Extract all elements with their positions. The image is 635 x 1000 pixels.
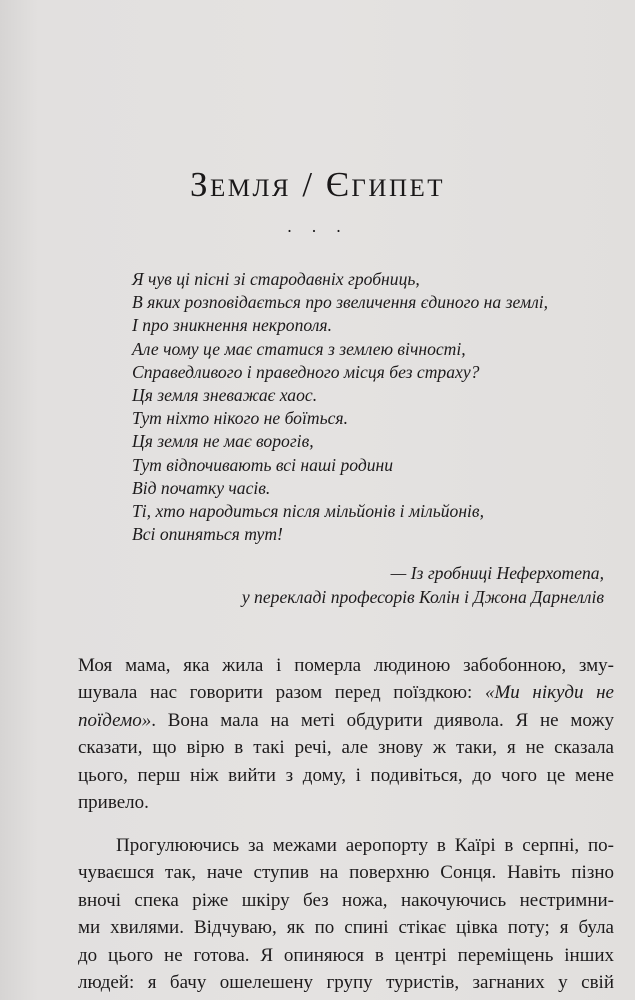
poem-line: Тут ніхто нікого не боїться.	[132, 408, 348, 429]
poem-line: Тут відпочивають всі наші родини	[132, 454, 394, 475]
section-separator: · · ·	[286, 221, 349, 241]
text-line: Прогулюючись за межами аеропорту в Каїрі в серпні, по-	[116, 835, 614, 856]
poem-line: Від початку часів.	[132, 477, 271, 498]
text-fragment: шувала нас говорити разом перед поїздкою:	[78, 682, 485, 704]
text-line: до цього не готова. Я опиняюся в центрі переміщень інших	[78, 944, 614, 966]
epigraph-attribution	[242, 562, 604, 609]
text-line	[78, 707, 614, 734]
text-line: Моя мама, яка жила і померла людиною забобонною, зму-	[78, 655, 614, 676]
text-line: людей: я бачу ошелешену групу туристів, загнаних у свій	[78, 971, 614, 993]
poem-line: Ця земля не має ворогів,	[132, 431, 314, 452]
text-line	[78, 679, 614, 706]
text-line: цього, перш ніж вийти з дому, і подивіться, до чого це мене	[78, 764, 614, 786]
poem-line: Ті, хто народиться після мільйонів і мільйонів,	[132, 501, 484, 522]
paragraph-1	[78, 652, 614, 816]
text-line: сказати, що вірю в такі речі, але знову ж таки, я не сказала	[78, 737, 614, 759]
text-line: привело.	[78, 791, 149, 813]
text-line: чуваєшся так, наче ступив на поверхню Сонця. Навіть пізно	[78, 862, 614, 884]
quote-fragment: «Ми нікуди не	[484, 682, 614, 704]
quote-fragment: поїдемо»	[78, 709, 152, 731]
epigraph-poem	[132, 268, 548, 546]
poem-line: І про зникнення некрополя.	[132, 315, 332, 336]
chapter-title: Земля / Єгипет	[189, 165, 446, 204]
poem-line: Я чув ці пісні зі стародавніх гробниць,	[132, 269, 420, 289]
poem-line: Але чому це має статися з землею вічності,	[132, 338, 466, 359]
poem-line: Справедливого і праведного місця без страху?	[132, 361, 480, 382]
poem-line: Всі опиняться тут!	[132, 524, 283, 545]
text-line: вночі спека ріже шкіру без ножа, накочуючись нестримни-	[78, 889, 614, 911]
attribution-line: — Із гробниці Неферхотепа,	[390, 563, 604, 583]
attribution-line: у перекладі професорів Колін і Джона Дарнеллів	[241, 586, 604, 607]
paragraph-2	[78, 832, 614, 996]
poem-line: В яких розповідається про звеличення єдиного на землі,	[132, 292, 549, 313]
poem-line: Ця земля зневажає хаос.	[132, 385, 318, 406]
text-fragment: . Вона мала на меті обдурити диявола. Я не можу	[151, 709, 614, 731]
text-line: ми хвилями. Відчуваю, як по спині стікає цівка поту; я була	[78, 917, 614, 939]
